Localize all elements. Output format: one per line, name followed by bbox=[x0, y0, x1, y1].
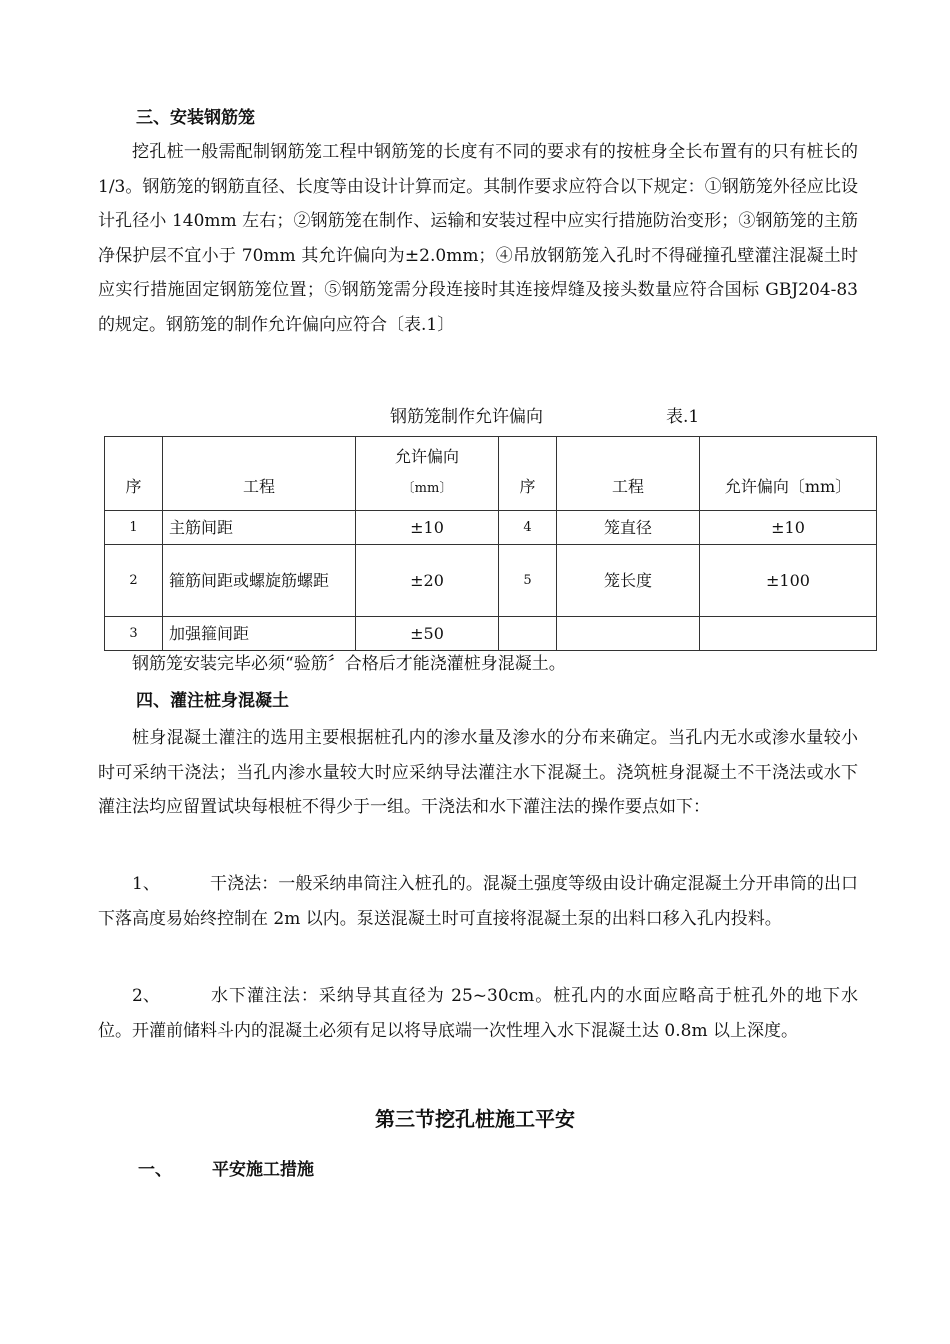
section-heading-install-cage: 三、安装钢筋笼 bbox=[136, 108, 255, 128]
table-row bbox=[105, 545, 877, 617]
list-item bbox=[98, 979, 858, 1048]
list-item-text: 干浇法：一般采纳串筒注入桩孔的。混凝土强度等级由设计确定混凝土分开串筒的出口下落高度易始终控制在 2m 以内。泵送混凝土时可直接将混凝土泵的出料口移入孔内投料。 bbox=[98, 874, 858, 929]
cell-tolerance-2: ±100 bbox=[700, 545, 877, 617]
header-item-2: 工程 bbox=[557, 437, 700, 511]
cell-seq: 2 bbox=[105, 545, 163, 617]
header-seq-2: 序 bbox=[499, 437, 557, 511]
list-item-number: 2、 bbox=[132, 986, 160, 1006]
cell-seq: 1 bbox=[105, 511, 163, 545]
sub-heading bbox=[138, 1157, 314, 1183]
section-heading-pour-concrete: 四、灌注桩身混凝土 bbox=[136, 691, 289, 711]
header-item: 工程 bbox=[163, 437, 356, 511]
section4-paragraph: 桩身混凝土灌注的选用主要根据桩孔内的渗水量及渗水的分布来确定。当孔内无水或渗水量较小时可采纳干浇法；当孔内渗水量较大时应采纳导法灌注水下混凝土。浇筑桩身混凝土不干浇法或水下灌注法均应留置试块每根桩不得少于一组。干浇法和水下灌注法的操作要点如下： bbox=[98, 728, 858, 817]
cell-seq-2 bbox=[499, 617, 557, 651]
cell-tolerance-2: ±10 bbox=[700, 511, 877, 545]
chapter-title: 第三节挖孔桩施工平安 bbox=[375, 1107, 575, 1131]
list-item-text: 水下灌注法：采纳导其直径为 25~30cm。桩孔内的水面应略高于桩孔外的地下水位。开灌前储料斗内的混凝土必须有足以将导底端一次性埋入水下混凝土达 0.8m 以上深度。 bbox=[98, 986, 858, 1041]
section3-paragraph: 挖孔桩一般需配制钢筋笼工程中钢筋笼的长度有不同的要求有的按桩身全长布置有的只有桩长的 1/3。钢筋笼的钢筋直径、长度等由设计计算而定。其制作要求应符合以下规定：①钢筋笼外径应比设计孔径小 140mm 左右；②钢筋笼在制作、运输和安装过程中应实行措施防治变形；③钢筋笼的主筋净保护层不宜小于 70mm 其允许偏向为±2.0mm；④吊放钢筋笼入孔时不得碰撞孔壁灌注混凝土时应实行措施固定钢筋笼位置；⑤钢筋笼需分段连接时其连接焊缝及接头数量应符合国标 GBJ204-83 的规定。钢筋笼的制作允许偏向应符合〔表.1〕 bbox=[98, 142, 858, 335]
cell-seq: 3 bbox=[105, 617, 163, 651]
table-caption-title: 钢筋笼制作允许偏向 bbox=[390, 407, 543, 427]
header-tolerance-line2: 〔mm〕 bbox=[401, 480, 453, 496]
cell-tolerance: ±10 bbox=[356, 511, 499, 545]
cell-tolerance: ±20 bbox=[356, 545, 499, 617]
cell-item-2 bbox=[557, 617, 700, 651]
cell-seq-2: 5 bbox=[499, 545, 557, 617]
cell-item-2: 笼直径 bbox=[557, 511, 700, 545]
table-caption bbox=[0, 400, 950, 428]
header-seq: 序 bbox=[105, 437, 163, 511]
tolerance-table bbox=[104, 436, 877, 651]
cell-tolerance-2 bbox=[700, 617, 877, 651]
list-item-number: 1、 bbox=[132, 874, 160, 894]
table-number: 表.1 bbox=[666, 407, 700, 427]
cell-item: 箍筋间距或螺旋筋螺距 bbox=[163, 545, 356, 617]
cell-seq-2: 4 bbox=[499, 511, 557, 545]
cell-item-2: 笼长度 bbox=[557, 545, 700, 617]
table-header-row bbox=[105, 437, 877, 511]
sub-heading-number: 一、 bbox=[138, 1160, 172, 1180]
table-row bbox=[105, 511, 877, 545]
cell-item: 加强箍间距 bbox=[163, 617, 356, 651]
list-item bbox=[98, 867, 858, 936]
cell-tolerance: ±50 bbox=[356, 617, 499, 651]
header-tolerance-line1: 允许偏向 bbox=[394, 446, 459, 466]
header-tolerance bbox=[356, 437, 499, 511]
table-row bbox=[105, 617, 877, 651]
sub-heading-title: 平安施工措施 bbox=[212, 1160, 314, 1180]
cage-inspection-note: 钢筋笼安装完毕必须“验筋〞合格后才能浇灌桩身混凝土。 bbox=[132, 654, 566, 674]
header-tolerance-2: 允许偏向〔mm〕 bbox=[700, 437, 877, 511]
cell-item: 主筋间距 bbox=[163, 511, 356, 545]
